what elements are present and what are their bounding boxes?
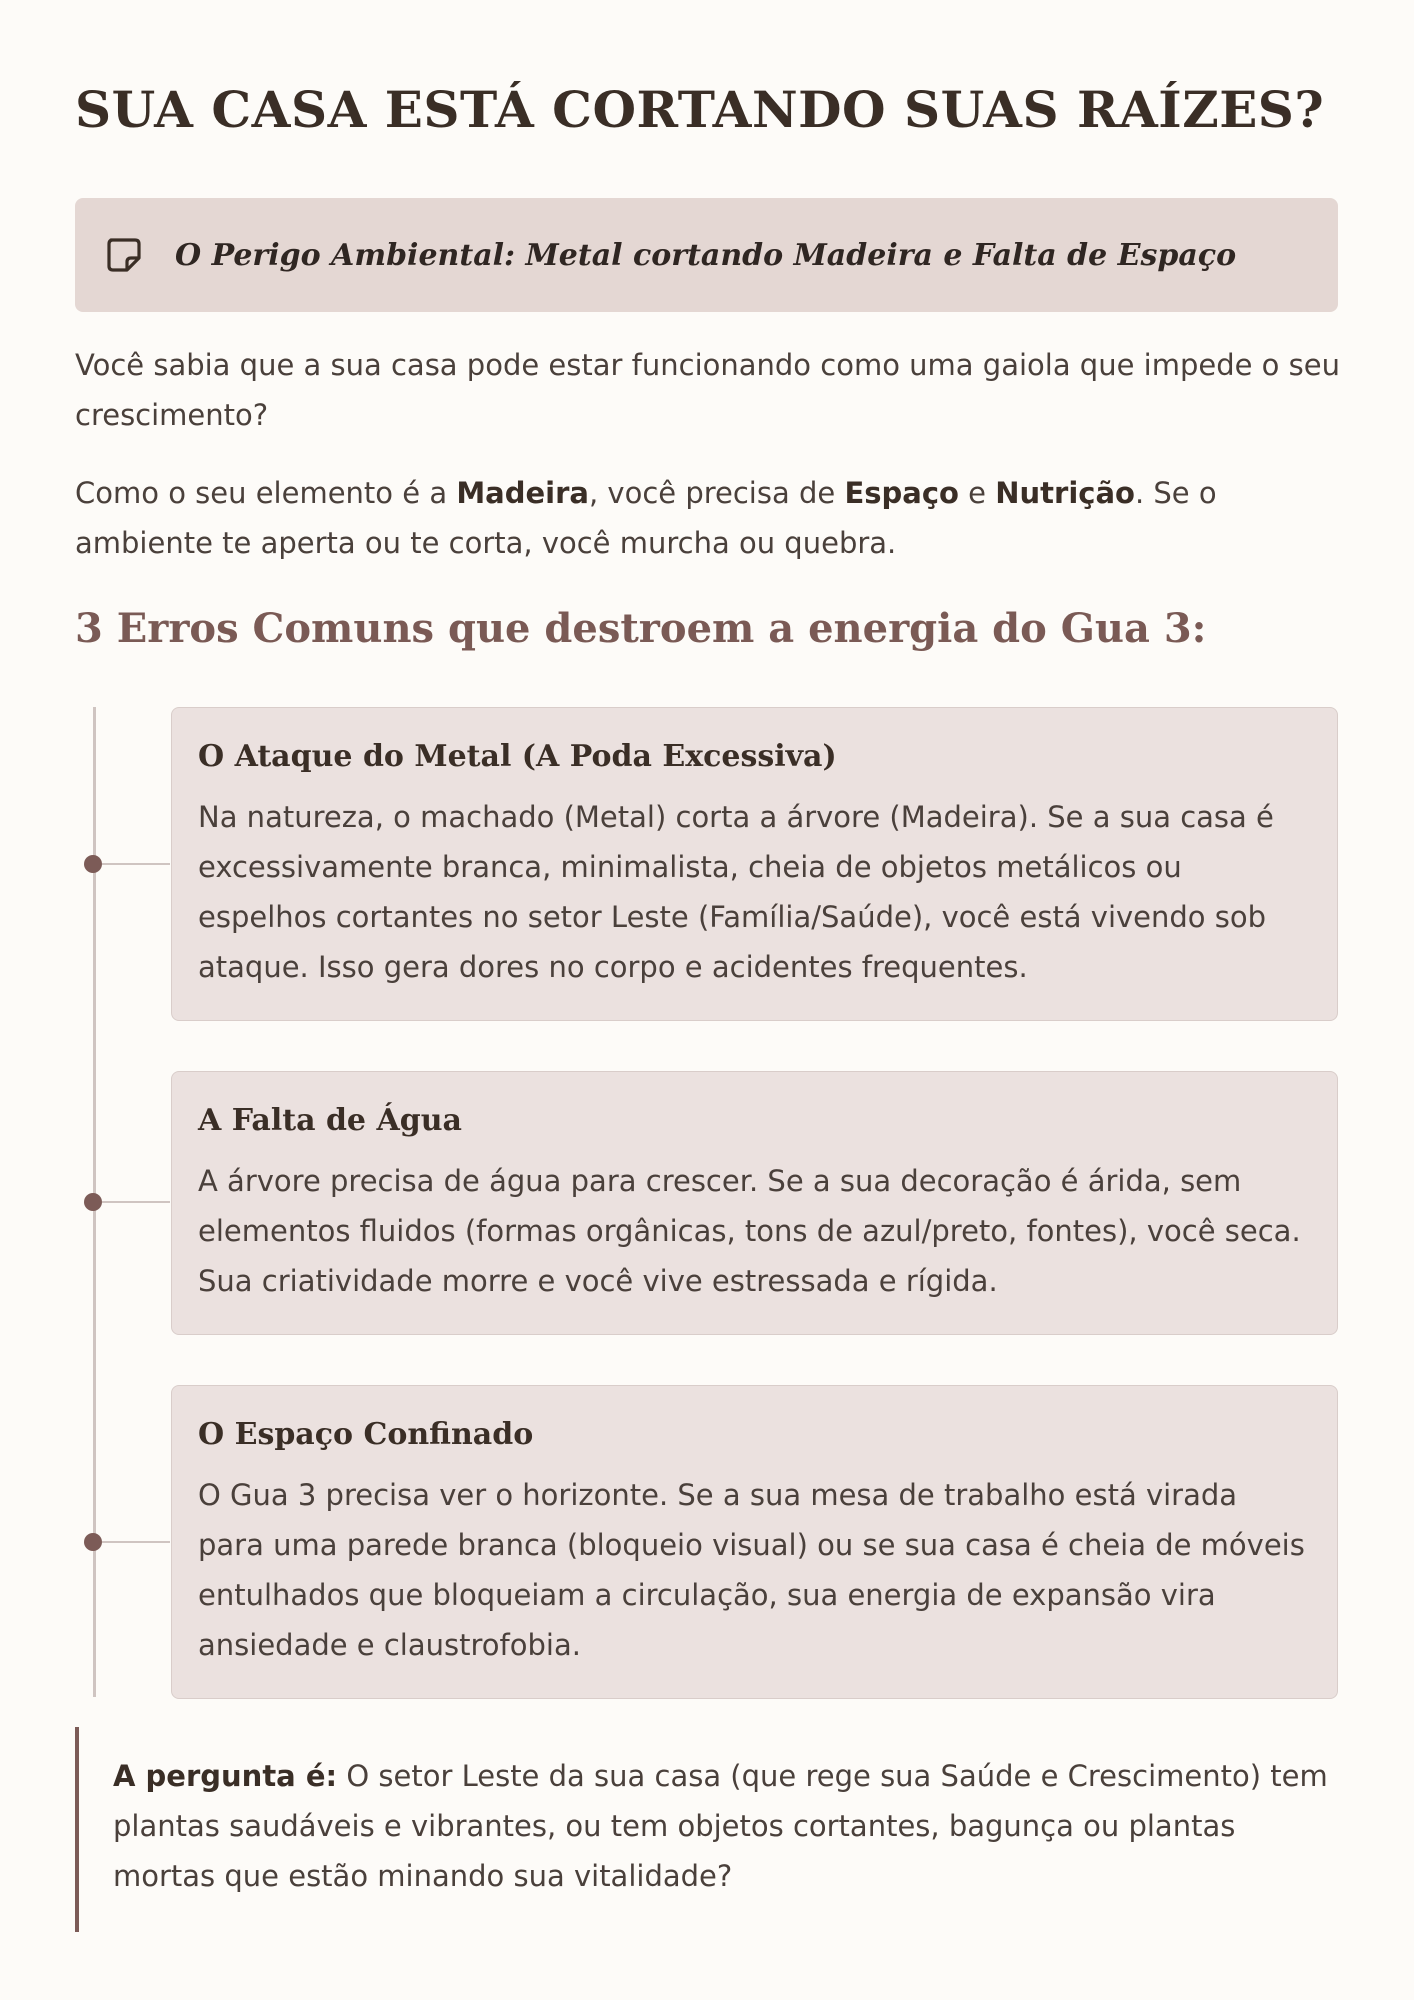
page-title: SUA CASA ESTÁ CORTANDO SUAS RAÍZES? xyxy=(75,80,1325,139)
timeline-dot xyxy=(84,1533,102,1551)
timeline-connector xyxy=(102,1201,170,1203)
intro-paragraph-1: Você sabia que a sua casa pode estar funcionando como uma gaiola que impede o seu crescimento? xyxy=(75,348,1340,432)
card-title: A Falta de Água xyxy=(198,1103,462,1138)
section-heading: 3 Erros Comuns que destroem a energia do Gua 3: xyxy=(75,605,1207,652)
card-title: O Espaço Confinado xyxy=(198,1417,534,1452)
highlight-espaco: Espaço xyxy=(844,476,959,510)
intro-paragraph-2 xyxy=(75,468,1345,568)
callout-text: O Perigo Ambiental: Metal cortando Madeira e Falta de Espaço xyxy=(175,237,1237,273)
question-body: O setor Leste da sua casa (que rege sua Saúde e Crescimento) tem plantas saudáveis e vibrantes, ou tem objetos cortantes, bagunça ou plantas mortas que estão minando sua vitalidade? xyxy=(113,1759,1328,1893)
card-body: O Gua 3 precisa ver o horizonte. Se a sua mesa de trabalho está virada para uma parede branca (bloqueio visual) ou se sua casa é cheia de móveis entulhados que bloqueiam a circulação, sua energia de expansão vira ansiedade e claustrofobia. xyxy=(198,1478,1305,1662)
error-card-espaco xyxy=(171,1385,1338,1699)
question-label: A pergunta é: xyxy=(113,1759,338,1793)
highlight-madeira: Madeira xyxy=(456,476,589,510)
card-title: O Ataque do Metal (A Poda Excessiva) xyxy=(198,739,837,774)
intro-text: e xyxy=(958,476,996,510)
error-card-metal xyxy=(171,707,1338,1021)
timeline-connector xyxy=(102,863,170,865)
timeline-dot xyxy=(84,1193,102,1211)
note-icon xyxy=(105,236,143,274)
highlight-nutricao: Nutrição xyxy=(995,476,1135,510)
timeline-connector xyxy=(102,1541,170,1543)
question-blockquote xyxy=(75,1727,1345,1932)
card-body: Na natureza, o machado (Metal) corta a árvore (Madeira). Se a sua casa é excessivamente branca, minimalista, cheia de objetos metálicos ou espelhos cortantes no setor Leste (Família/Saúde), você está vivendo sob ataque. Isso gera dores no corpo e acidentes frequentes. xyxy=(198,800,1274,984)
card-body: A árvore precisa de água para crescer. Se a sua decoração é árida, sem elementos fluidos (formas orgânicas, tons de azul/preto, fontes), você seca. Sua criatividade morre e você vive estressada e rígida. xyxy=(198,1164,1301,1298)
intro-text: . Se o ambiente te aperta ou te corta, você murcha ou quebra. xyxy=(75,476,1217,560)
question-text xyxy=(113,1751,1345,1901)
timeline-dot xyxy=(84,855,102,873)
intro-text: Como o seu elemento é a xyxy=(75,476,457,510)
error-card-agua xyxy=(171,1071,1338,1335)
callout-box xyxy=(75,198,1338,312)
intro-text: , você precisa de xyxy=(588,476,845,510)
